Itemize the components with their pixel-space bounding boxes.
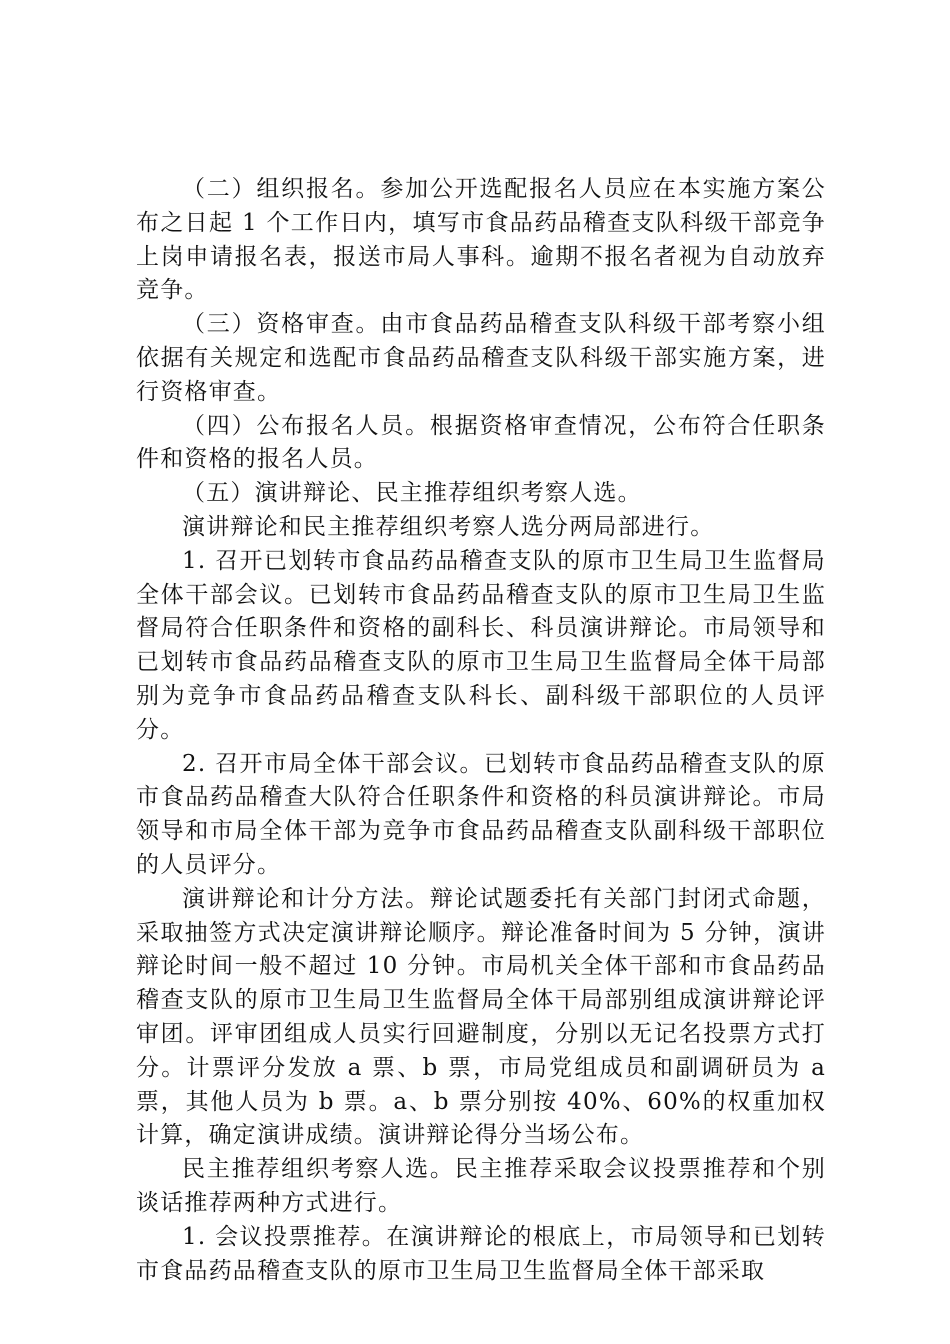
paragraph-scoring-method: 演讲辩论和计分方法。辩论试题委托有关部门封闭式命题，采取抽签方式决定演讲辩论顺序。辩论准备时间为 5 分钟，演讲辩论时间一般不超过 10 分钟。市局机关全体干部和市食品药品稽查支队的原市卫生局卫生监督局全体干局部别组成演讲辩论评审团。评审团组成人员实行回避制度，分别以无记名投票方式打分。计票评分发放 a 票、b 票，市局党组成员和副调研员为 a 票，其他人员为 b 票。a、b 票分别按 40%、60%的权重加权计算，确定演讲成绩。演讲辩论得分当场公布。 bbox=[136, 885, 826, 1149]
paragraph-democratic-recommendation: 民主推荐组织考察人选。民主推荐采取会议投票推荐和个别谈话推荐两种方式进行。 bbox=[136, 1156, 826, 1216]
paragraph-item-1-meeting: 1. 召开已划转市食品药品稽查支队的原市卫生局卫生监督局全体干部会议。已划转市食品药品稽查支队的原市卫生局卫生监督局符合任职条件和资格的副科长、科员演讲辩论。市局领导和已划转市食品药品稽查支队的原市卫生局卫生监督局全体干局部别为竞争市食品药品稽查支队科长、副科级干部职位的人员评分。 bbox=[136, 547, 826, 743]
paragraph-item-2-meeting: 2. 召开市局全体干部会议。已划转市食品药品稽查支队的原市食品药品稽查大队符合任职条件和资格的科员演讲辩论。市局领导和市局全体干部为竞争市食品药品稽查支队副科级干部职位的人员评分。 bbox=[136, 750, 826, 878]
paragraph-qualification-review: （三）资格审查。由市食品药品稽查支队科级干部考察小组依据有关规定和选配市食品药品稽查支队科级干部实施方案，进行资格审查。 bbox=[136, 311, 826, 405]
paragraph-publish-applicants: （四）公布报名人员。根据资格审查情况，公布符合任职条件和资格的报名人员。 bbox=[136, 412, 826, 473]
paragraph-speech-debate-heading: （五）演讲辩论、民主推荐组织考察人选。 bbox=[182, 480, 642, 507]
paragraph-two-parts: 演讲辩论和民主推荐组织考察人选分两局部进行。 bbox=[182, 513, 715, 540]
paragraph-registration: （二）组织报名。参加公开选配报名人员应在本实施方案公布之日起 1 个工作日内，填写市食品药品稽查支队科级干部竞争上岗申请报名表，报送市局人事科。逾期不报名者视为自动放弃竞争。 bbox=[136, 176, 826, 304]
document-body bbox=[136, 173, 826, 1288]
paragraph-meeting-vote: 1. 会议投票推荐。在演讲辩论的根底上，市局领导和已划转市食品药品稽查支队的原市卫生局卫生监督局全体干部采取 bbox=[136, 1223, 826, 1284]
